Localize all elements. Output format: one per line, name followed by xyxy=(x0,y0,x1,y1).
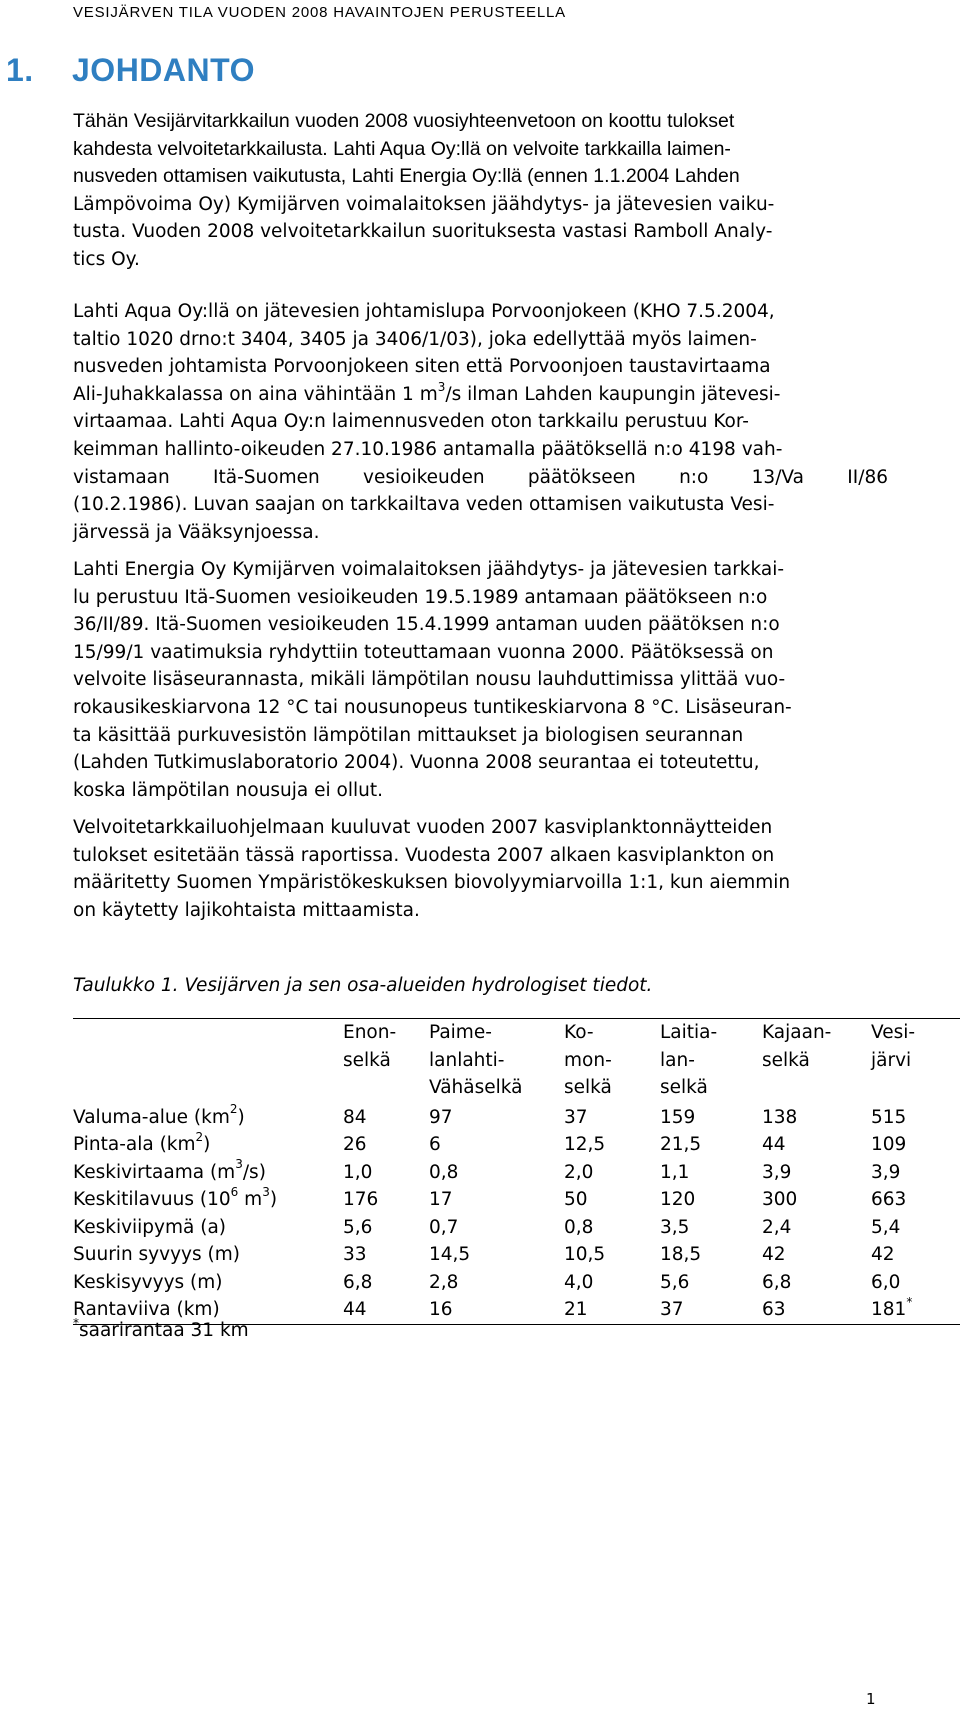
table-cell: 159 xyxy=(660,1106,696,1128)
paragraph-line: Lahti Energia Oy Kymijärven voimalaitoksen jäähdytys- ja jätevesien tarkkai- xyxy=(73,559,785,580)
table-cell: 3,5 xyxy=(660,1216,690,1238)
row-label: Keskivirtaama $(m^3/s)$ xyxy=(73,1157,266,1183)
table-cell: 2,8 xyxy=(429,1271,459,1293)
table-cell: 37 xyxy=(564,1106,588,1128)
table-cell: 63 xyxy=(762,1299,786,1320)
table-cell: 1,1 xyxy=(660,1161,690,1183)
paragraph-line: velvoite lisäseurannasta, mikäli lämpötilan nousu lauhduttimissa ylittää vuo- xyxy=(73,669,786,691)
paragraph-line: 15/99/1 vaatimuksia ryhdyttiin toteuttamaan vuonna 2000. Päätöksessä on xyxy=(73,641,774,663)
table-footnote xyxy=(73,1315,249,1341)
table-cell: 18,5 xyxy=(660,1244,702,1265)
footnote-text: saarirantaa 31 km xyxy=(79,1320,249,1341)
table-caption: Taulukko 1. Vesijärven ja sen osa-alueiden hydrologiset tiedot. xyxy=(73,975,653,996)
section-title: JOHDANTO xyxy=(72,52,255,88)
superscript: 3 xyxy=(437,379,446,394)
footnote-mark: * xyxy=(906,1294,913,1309)
header-empty xyxy=(73,1019,343,1104)
table-cell: 10,5 xyxy=(564,1244,606,1265)
table-cell: 17 xyxy=(429,1189,453,1210)
table-row xyxy=(73,1159,960,1187)
table-cell: 6 xyxy=(429,1134,441,1155)
table-cell: 97 xyxy=(429,1106,453,1128)
table-cell: 109 xyxy=(871,1134,907,1155)
table-row xyxy=(73,1269,960,1297)
running-header: VESIJÄRVEN TILA VUODEN 2008 HAVAINTOJEN PERUSTEELLA xyxy=(73,4,566,21)
paragraph-line: keimman hallinto-oikeuden 27.10.1986 antamalla päätöksellä n:o 4198 vah- xyxy=(73,438,783,460)
table-cell: 6,8 xyxy=(343,1271,373,1293)
paragraph-line: rokausikeskiarvona 12 °C tai nousunopeus tuntikeskiarvona 8 °C. Lisäseuran- xyxy=(73,696,792,718)
table-cell: 42 xyxy=(762,1244,786,1265)
paragraph-line: Velvoitetarkkailuohjelmaan kuuluvat vuoden 2007 kasviplanktonnäytteiden xyxy=(73,817,773,838)
row-label: Suurin syvyys (m) xyxy=(73,1244,240,1265)
table-cell: 2,0 xyxy=(564,1161,594,1183)
table-cell: 0,8 xyxy=(564,1216,594,1238)
paragraph-line xyxy=(73,381,888,409)
table-row xyxy=(73,1214,960,1242)
table-cell: 50 xyxy=(564,1189,588,1210)
table-row xyxy=(73,1131,960,1159)
table-cell: 16 xyxy=(429,1299,453,1320)
table-cell: 12,5 xyxy=(564,1134,606,1155)
paragraph-line: Tähän Vesijärvitarkkailun vuoden 2008 vuosiyhteenvetoon on koottu tulokset xyxy=(73,110,735,132)
paragraph-line: 36/II/89. Itä-Suomen vesioikeuden 15.4.1999 antaman uuden päätöksen n:o xyxy=(73,614,780,636)
paragraph-line: lu perustuu Itä-Suomen vesioikeuden 19.5.1989 antamaan päätökseen n:o xyxy=(73,586,768,608)
row-label: Rantaviiva (km) xyxy=(73,1299,220,1320)
header-paimelanlahti: Paime- lanlahti- Vähäselkä xyxy=(429,1022,523,1098)
paragraph-line: (10.2.1986). Luvan saajan on tarkkailtava veden ottamisen vaikutusta Vesi- xyxy=(73,494,775,516)
hydrology-table xyxy=(73,1018,960,1325)
table-cell: 0,8 xyxy=(429,1161,459,1183)
table-cell: 0,7 xyxy=(429,1216,459,1238)
header-vesijarvi: Vesi- järvi xyxy=(871,1022,916,1071)
table-cell: 44 xyxy=(762,1134,786,1155)
table-cell: 21 xyxy=(564,1299,588,1320)
paragraph-line: ta käsittää purkuvesistön lämpötilan mittaukset ja biologisen seurannan xyxy=(73,724,744,746)
paragraph-line: virtaamaa. Lahti Aqua Oy:n laimennusveden oton tarkkailu perustuu Kor- xyxy=(73,411,749,433)
table-cell: 6,8 xyxy=(762,1271,792,1293)
paragraph-line: taltio 1020 drno:t 3404, 3405 ja 3406/1/03), joka edellyttää myös laimen- xyxy=(73,328,757,350)
table-cell: 42 xyxy=(871,1244,895,1265)
header-komonselka: Ko- mon- selkä xyxy=(564,1022,612,1098)
paragraph-line: on käytetty lajikohtaista mittaamista. xyxy=(73,899,420,921)
paragraph-line: nusveden johtamista Porvoonjokeen siten että Porvoonjoen taustavirtaama xyxy=(73,356,771,378)
row-label: Keskisyvyys (m) xyxy=(73,1271,223,1293)
table-cell: 120 xyxy=(660,1189,696,1210)
row-label: Pinta-ala $(km^2)$ xyxy=(73,1129,211,1155)
paragraph-line: nusveden ottamisen vaikutusta, Lahti Energia Oy:llä (ennen 1.1.2004 Lahden xyxy=(73,165,740,188)
line-text: Ali-Juhakkalassa on aina vähintään 1 m xyxy=(73,383,438,405)
table-cell: 33 xyxy=(343,1244,367,1265)
table-cell: 26 xyxy=(343,1134,367,1155)
table-cell: 181* xyxy=(871,1294,913,1320)
paragraph-line: tusta. Vuoden 2008 velvoitetarkkailun suorituksesta vastasi Ramboll Analy- xyxy=(73,221,773,243)
table-cell: 176 xyxy=(343,1189,379,1210)
table-row xyxy=(73,1104,960,1132)
header-laitialanselka: Laitia- lan- selkä xyxy=(660,1022,718,1098)
table-cell: 3,9 xyxy=(871,1161,901,1183)
section-number: 1. xyxy=(6,52,34,88)
footnote-mark: * xyxy=(73,1315,79,1330)
paragraph-line: kahdesta velvoitetarkkailusta. Lahti Aqua Oy:llä on velvoite tarkkailla laimen- xyxy=(73,137,731,160)
page-number: 1 xyxy=(866,1690,876,1708)
table-cell: 14,5 xyxy=(429,1244,471,1265)
table-cell: 5,4 xyxy=(871,1216,901,1238)
paragraph-2 xyxy=(73,298,888,546)
paragraph-line: järvessä ja Vääksynjoessa. xyxy=(73,521,320,543)
paragraph-4 xyxy=(73,814,888,924)
paragraph-line: tulokset esitetään tässä raportissa. Vuodesta 2007 alkaen kasviplankton on xyxy=(73,844,775,866)
table-cell: 2,4 xyxy=(762,1216,792,1238)
row-label: Keskitilavuus ($10^6$ $m^3$) xyxy=(73,1184,278,1210)
table-cell: 515 xyxy=(871,1106,907,1128)
table-cell: 5,6 xyxy=(343,1216,373,1238)
header-kajaanselka: Kajaan- selkä xyxy=(762,1022,832,1071)
table-row xyxy=(73,1241,960,1269)
paragraph-3 xyxy=(73,556,888,804)
table-cell: 138 xyxy=(762,1106,798,1128)
paragraph-line: (Lahden Tutkimuslaboratorio 2004). Vuonna 2008 seurantaa ei toteutettu, xyxy=(73,752,760,774)
header-enonselka: Enon- selkä xyxy=(343,1022,397,1071)
row-label: Keskiviipymä (a) xyxy=(73,1216,227,1238)
table-cell: 37 xyxy=(660,1299,684,1320)
table-cell: 21,5 xyxy=(660,1134,702,1155)
table-cell: 6,0 xyxy=(871,1271,901,1293)
paragraph-line: koska lämpötilan nousuja ei ollut. xyxy=(73,779,384,801)
table-cell: 3,9 xyxy=(762,1161,792,1183)
row-label: Valuma-alue $(km^2)$ xyxy=(73,1102,245,1128)
section-heading xyxy=(6,52,255,89)
table-cell: 663 xyxy=(871,1189,907,1210)
table-cell: 1,0 xyxy=(343,1161,373,1183)
table-header-row xyxy=(73,1019,960,1104)
table-cell: 5,6 xyxy=(660,1271,690,1293)
paragraph-line: tics Oy. xyxy=(73,248,140,270)
table-row xyxy=(73,1186,960,1214)
table-cell: 300 xyxy=(762,1189,798,1210)
paragraph-line: vistamaan Itä-Suomen vesioikeuden päätökseen n:o 13/Va II/86 xyxy=(73,466,888,488)
paragraph-line: Lämpövoima Oy) Kymijärven voimalaitoksen jäähdytys- ja jätevesien vaiku- xyxy=(73,193,775,215)
paragraph-line: määritetty Suomen Ympäristökeskuksen biovolyymiarvoilla 1:1, kun aiemmin xyxy=(73,872,791,894)
table-cell: 4,0 xyxy=(564,1271,594,1293)
table-cell: 84 xyxy=(343,1106,367,1128)
line-text: /s ilman Lahden kaupungin jätevesi- xyxy=(445,383,781,405)
paragraph-line: Lahti Aqua Oy:llä on jätevesien johtamislupa Porvoonjokeen (KHO 7.5.2004, xyxy=(73,301,775,322)
paragraph-1 xyxy=(73,108,888,274)
table-cell: 44 xyxy=(343,1299,367,1320)
